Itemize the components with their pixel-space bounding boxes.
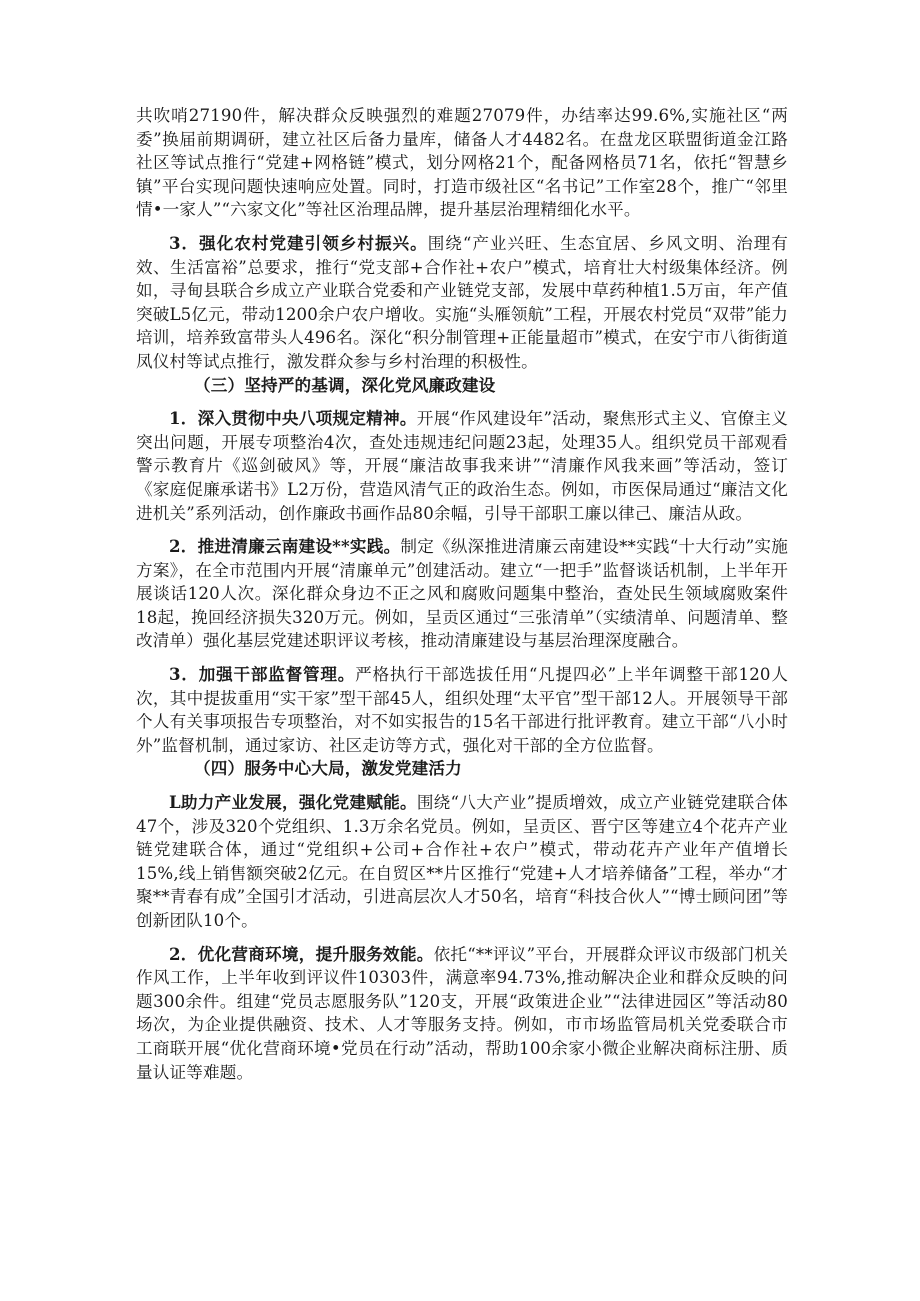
paragraph-community-governance: [136, 104, 788, 222]
paragraph-industry-development: [136, 791, 788, 933]
paragraph-clean-yunnan: [136, 535, 788, 653]
section-heading-4: （四）服务中心大局，激发党建活力: [194, 758, 462, 779]
paragraph-lead: 2．优化营商环境，提升服务效能。: [169, 943, 434, 964]
paragraph-lead: 2．推进清廉云南建设**实践。: [169, 536, 401, 557]
paragraph-text: 开展“作风建设年”活动，聚焦形式主义、官僚主义突出问题，开展专项整治4次，查处违规违纪问题23起，处理35人。组织党员干部观看警示教育片《巡剑破风》等，开展“廉洁故事我来讲”“清廉作风我来画”等活动，签订《家庭促廉承诺书》L2万份，营造风清气正的政治生态。例如，市医保局通过“廉洁文化进机关”系列活动，创作廉政书画作品80余幅，引导干部职工廉以律己、廉洁从政。: [136, 409, 788, 523]
paragraph-rural-revitalization: [136, 232, 788, 374]
paragraph-text: 共吹哨27190件，解决群众反映强烈的难题27079件，办结率达99.6%,实施社区“两委”换届前期调研，建立社区后备力量库，储备人才4482名。在盘龙区联盟街道金江路社区等试点推行“党建+网格链”模式，划分网格21个，配备网格员71名，依托“智慧乡镇”平台实现问题快速响应处置。同时，打造市级社区“名书记”工作室28个，推广“邻里情•一家人”“六家文化”等社区治理品牌，提升基层治理精细化水平。: [136, 106, 788, 220]
paragraph-business-environment: [136, 943, 788, 1085]
paragraph-lead: 1．深入贯彻中央八项规定精神。: [169, 408, 417, 429]
paragraph-text: 制定《纵深推进清廉云南建设**实践“十大行动”实施方案》，在全市范围内开展“清廉单元”创建活动。建立“一把手”监督谈话机制，上半年开展谈话120人次。深化群众身边不正之风和腐败问题集中整治，查处民生领域腐败案件18起，挽回经济损失320万元。例如，呈贡区通过“三张清单”（实绩清单、问题清单、整改清单）强化基层党建述职评议考核，推动清廉建设与基层治理深度融合。: [136, 537, 788, 651]
paragraph-text: 依托“**评议”平台，开展群众评议市级部门机关作风工作，上半年收到评议件10303件，满意率94.73%,推动解决企业和群众反映的问题300余件。组建“党员志愿服务队”120支，开展“政策进企业”“法律进园区”等活动80场次，为企业提供融资、技术、人才等服务支持。例如，市市场监管局机关党委联合市工商联开展“优化营商环境•党员在行动”活动，帮助100余家小微企业解决商标注册、质量认证等难题。: [136, 944, 788, 1082]
section-heading-3: （三）坚持严的基调，深化党风廉政建设: [194, 374, 496, 395]
paragraph-text: 围绕“产业兴旺、生态宜居、乡风文明、治理有效、生活富裕”总要求，推行“党支部+合作社+农户”模式，培育壮大村级集体经济。例如，寻甸县联合乡成立产业联合党委和产业链党支部，发展中草药种植1.5万亩，年产值突破L5亿元，带动1200余户农户增收。实施“头雁领航”工程，开展农村党员“双带”能力培训，培养致富带头人496名。深化“积分制管理+正能量超市”模式，在安宁市八街街道凤仪村等试点推行，激发群众参与乡村治理的积极性。: [136, 233, 788, 371]
paragraph-lead: 3．强化农村党建引领乡村振兴。: [169, 232, 428, 253]
paragraph-lead: L助力产业发展，强化党建赋能。: [169, 792, 417, 813]
paragraph-lead: 3．加强干部监督管理。: [169, 664, 356, 685]
paragraph-text: 围绕“八大产业”提质增效，成立产业链党建联合体47个，涉及320个党组织、1.3万余名党员。例如，呈贡区、晋宁区等建立4个花卉产业链党建联合体，通过“党组织+公司+合作社+农户”模式，带动花卉产业年产值增长15%,线上销售额突破2亿元。在自贸区**片区推行“党建+人才培养储备”工程，举办“才聚**青春有成”全国引才活动，引进高层次人才50名，培育“科技合伙人”“博士顾问团”等创新团队10个。: [136, 793, 789, 930]
paragraph-cadre-supervision: [136, 663, 788, 757]
paragraph-text: 严格执行干部选拔任用“凡提四必”上半年调整干部120人次，其中提拔重用“实干家”型干部45人，组织处理“太平官”型干部12人。开展领导干部个人有关事项报告专项整治，对不如实报告的15名干部进行批评教育。建立干部“八小时外”监督机制，通过家访、社区走访等方式，强化对干部的全方位监督。: [136, 665, 789, 755]
paragraph-eight-regulations: [136, 407, 788, 525]
